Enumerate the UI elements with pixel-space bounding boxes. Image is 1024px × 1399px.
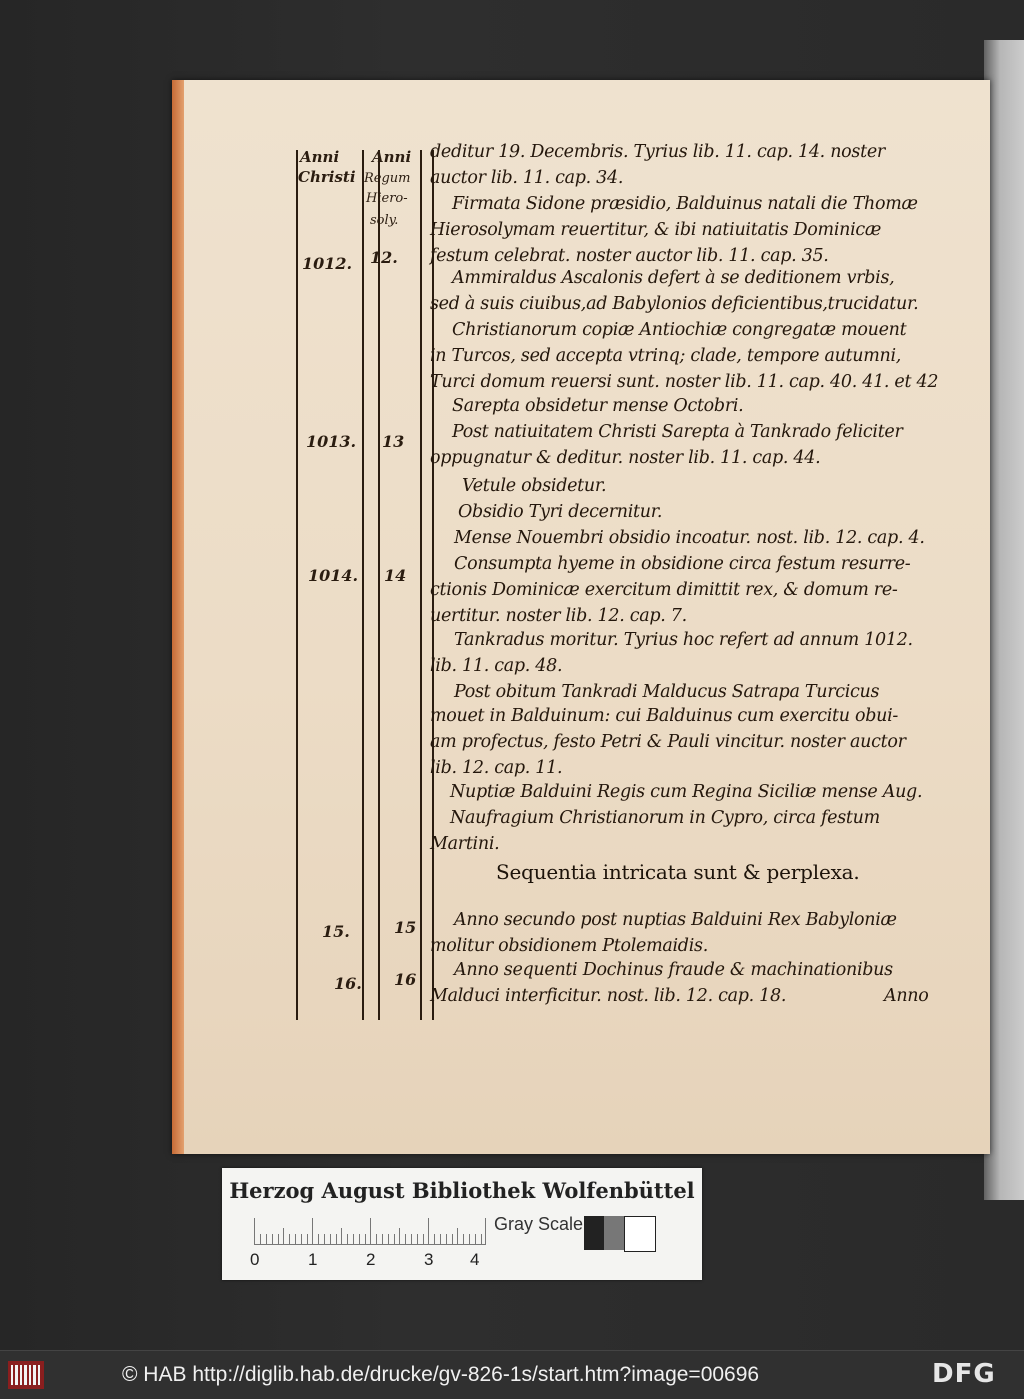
text-line: Obsidio Tyri decernitur. [458,502,663,522]
text-line: lib. 11. cap. 48. [430,656,563,676]
ruler-tick [295,1234,296,1244]
year-christi: 15. [322,922,350,941]
column-rule-middle [362,150,364,1020]
column-rule-right [420,150,422,1020]
year-christi: 1012. [302,254,353,273]
ruler-tick [283,1228,284,1244]
ruler-number: 3 [424,1250,434,1269]
text-line: Christianorum copiæ Antiochiæ congregatæ mouent [452,320,907,340]
library-name: Herzog August Bibliothek Wolfenbüttel [229,1178,695,1203]
ruler-tick [388,1234,389,1244]
text-line: sed à suis ciuibus,ad Babylonios deficientibus,trucidatur. [430,294,919,314]
text-line: Malduci interficitur. nost. lib. 12. cap. 18. [430,986,787,1006]
text-line: Consumpta hyeme in obsidione circa festum resurre- [454,554,911,574]
gray-swatch-black [584,1216,604,1250]
text-line: Sarepta obsidetur mense Octobri. [452,396,744,416]
page-fore-edge [172,80,184,1154]
viewer-footer [0,1350,1024,1399]
hab-barcode-logo-icon [8,1361,44,1389]
text-line: auctor lib. 11. cap. 34. [430,168,624,188]
ruler-tick [452,1234,453,1244]
ruler-tick [469,1234,470,1244]
text-line: Nuptiæ Balduini Regis cum Regina Siciliæ mense Aug. [450,782,923,802]
ruler-tick [324,1234,325,1244]
text-line: Anno secundo post nuptias Balduini Rex Babyloniæ [454,910,897,930]
ruler-number: 1 [308,1250,318,1269]
ruler-tick [301,1234,302,1244]
ruler-tick [475,1234,476,1244]
ruler-tick [394,1234,395,1244]
dfg-logo: DFG [932,1359,996,1389]
year-regum: 15 [394,918,417,937]
ruler-tick [405,1234,406,1244]
ruler-tick [312,1218,313,1244]
year-christi: 1013. [306,432,357,451]
ruler-tick [417,1234,418,1244]
text-line: mouet in Balduinum: cui Balduinus cum exercitu obui- [430,706,898,726]
ruler-tick [278,1234,279,1244]
text-line: deditur 19. Decembris. Tyrius lib. 11. cap. 14. noster [430,142,885,162]
source-url[interactable]: © HAB http://diglib.hab.de/drucke/gv-826-1s/start.htm?image=00696 [122,1363,760,1386]
ruler-tick [446,1234,447,1244]
year-christi: 16. [334,974,362,993]
year-christi: 1014. [308,566,359,585]
text-line: Post obitum Tankradi Malducus Satrapa Turcicus [454,682,880,702]
text-line: Firmata Sidone præsidio, Balduinus natali die Thomæ [452,194,918,214]
text-line: Vetule obsidetur. [462,476,607,496]
ruler-tick [411,1234,412,1244]
ruler-tick [254,1218,255,1244]
ruler-tick [463,1234,464,1244]
text-line: oppugnatur & deditur. noster lib. 11. cap. 44. [430,448,821,468]
text-line: am profectus, festo Petri & Pauli vincitur. noster auctor [430,732,906,752]
section-heading: Sequentia intricata sunt & perplexa. [496,860,860,884]
text-line: Turci domum reuersi sunt. noster lib. 11. cap. 40. 41. et 42 [430,372,939,392]
text-line: uertitur. noster lib. 12. cap. 7. [430,606,687,626]
ruler-tick [370,1218,371,1244]
gray-scale-label: Gray Scale [494,1214,584,1234]
text-line: ctionis Dominicæ exercitum dimittit rex, & domum re- [430,580,898,600]
gray-swatch-mid [604,1216,624,1250]
ruler-tick [359,1234,360,1244]
ruler-tick [457,1228,458,1244]
ruler-tick [347,1234,348,1244]
year-regum: 16 [394,970,417,989]
column-rule-left [296,150,298,1020]
text-line: Hierosolymam reuertitur, & ibi natiuitatis Dominicæ [430,220,882,240]
ruler-tick [485,1218,486,1244]
ruler-tick [307,1234,308,1244]
catchword: Anno [884,986,929,1006]
ruler-tick [353,1234,354,1244]
text-line: Ammiraldus Ascalonis defert à se deditionem vrbis, [452,268,895,288]
text-line: Tankradus moritur. Tyrius hoc refert ad annum 1012. [454,630,913,650]
text-line: in Turcos, sed accepta vtrinq; clade, tempore autumni, [430,346,902,366]
text-line: Martini. [430,834,500,854]
ruler-tick [399,1228,400,1244]
year-regum: 12. [370,248,398,267]
ruler-tick [336,1234,337,1244]
text-line: festum celebrat. noster auctor lib. 11. cap. 35. [430,246,829,266]
page-edge-strip [984,40,1024,1200]
text-line: molitur obsidionem Ptolemaidis. [430,936,708,956]
year-regum: 14 [384,566,407,585]
ruler-tick [289,1234,290,1244]
text-line: Post natiuitatem Christi Sarepta à Tankrado feliciter [452,422,903,442]
col1-header-1: Anni [300,148,340,166]
text-line: Mense Nouembri obsidio incoatur. nost. lib. 12. cap. 4. [454,528,925,548]
col2-header-1: Anni [372,148,412,166]
ruler-tick [481,1234,482,1244]
ruler-tick [260,1234,261,1244]
ruler-number: 0 [250,1250,260,1269]
ruler-tick [272,1234,273,1244]
column-rule-middle-2 [378,150,380,1020]
measurement-ruler [254,1218,486,1245]
col2-header-3: Hiero- [366,191,408,206]
gray-swatch-white [624,1216,656,1252]
ruler-tick [428,1218,429,1244]
col1-header-2: Christi [298,168,356,186]
ruler-tick [365,1234,366,1244]
ruler-tick [382,1234,383,1244]
ruler-tick [440,1234,441,1244]
text-line: Naufragium Christianorum in Cypro, circa festum [450,808,880,828]
col2-header-2: Regum [364,171,411,186]
col2-header-4: soly. [370,213,399,228]
ruler-tick [434,1234,435,1244]
ruler-number: 2 [366,1250,376,1269]
ruler-tick [330,1234,331,1244]
ruler-tick [318,1234,319,1244]
ruler-tick [376,1234,377,1244]
ruler-number: 4 [470,1250,480,1269]
text-line: Anno sequenti Dochinus fraude & machinationibus [454,960,893,980]
ruler-tick [341,1228,342,1244]
ruler-tick [423,1234,424,1244]
ruler-tick [266,1234,267,1244]
library-label-card [222,1168,702,1280]
year-regum: 13 [382,432,405,451]
text-line: lib. 12. cap. 11. [430,758,563,778]
